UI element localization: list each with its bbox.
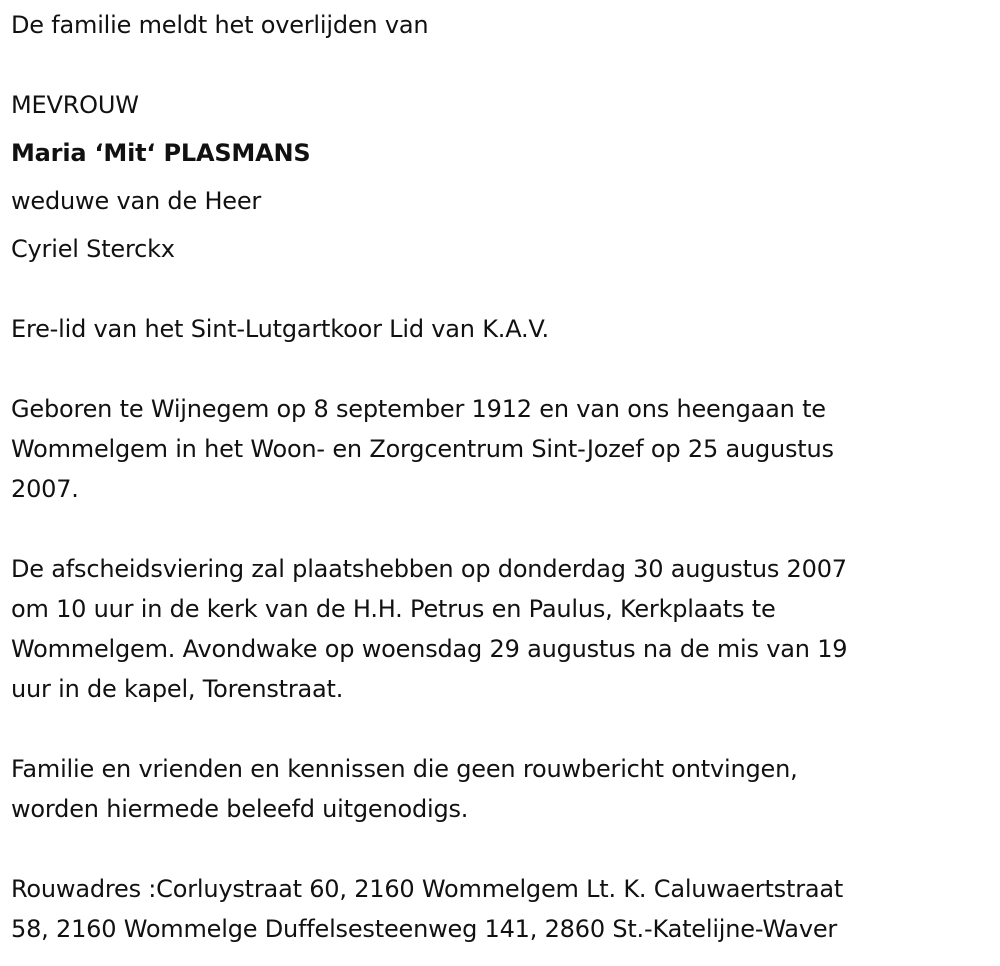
ceremony-line: Wommelgem. Avondwake op woensdag 29 augustus na de mis van 19 xyxy=(11,635,848,663)
ceremony-line: uur in de kapel, Torenstraat. xyxy=(11,675,344,703)
birth-death-line: Wommelgem in het Woon- en Zorgcentrum Sint-Jozef op 25 augustus xyxy=(11,435,834,463)
invitation-line: Familie en vrienden en kennissen die geen rouwbericht ontvingen, xyxy=(11,755,798,783)
ceremony-line: om 10 uur in de kerk van de H.H. Petrus en Paulus, Kerkplaats te xyxy=(11,595,776,623)
address-line: 58, 2160 Wommelge Duffelsesteenweg 141, 2860 St.-Katelijne-Waver xyxy=(11,915,838,943)
deceased-name: Maria ‘Mit‘ PLASMANS xyxy=(11,139,311,167)
invitation-line: worden hiermede beleefd uitgenodigs. xyxy=(11,795,469,823)
ceremony-line: De afscheidsviering zal plaatshebben op donderdag 30 augustus 2007 xyxy=(11,555,847,583)
widow-line: weduwe van de Heer xyxy=(11,187,262,215)
birth-death-line: Geboren te Wijnegem op 8 september 1912 en van ons heengaan te xyxy=(11,395,826,423)
membership-text: Ere-lid van het Sint-Lutgartkoor Lid van K.A.V. xyxy=(11,315,549,343)
birth-death-line: 2007. xyxy=(11,475,79,503)
intro-text: De familie meldt het overlijden van xyxy=(11,11,429,39)
spouse-name: Cyriel Sterckx xyxy=(11,235,175,263)
deceased-title: MEVROUW xyxy=(11,91,139,119)
address-line: Rouwadres :Corluystraat 60, 2160 Wommelgem Lt. K. Caluwaertstraat xyxy=(11,875,844,903)
